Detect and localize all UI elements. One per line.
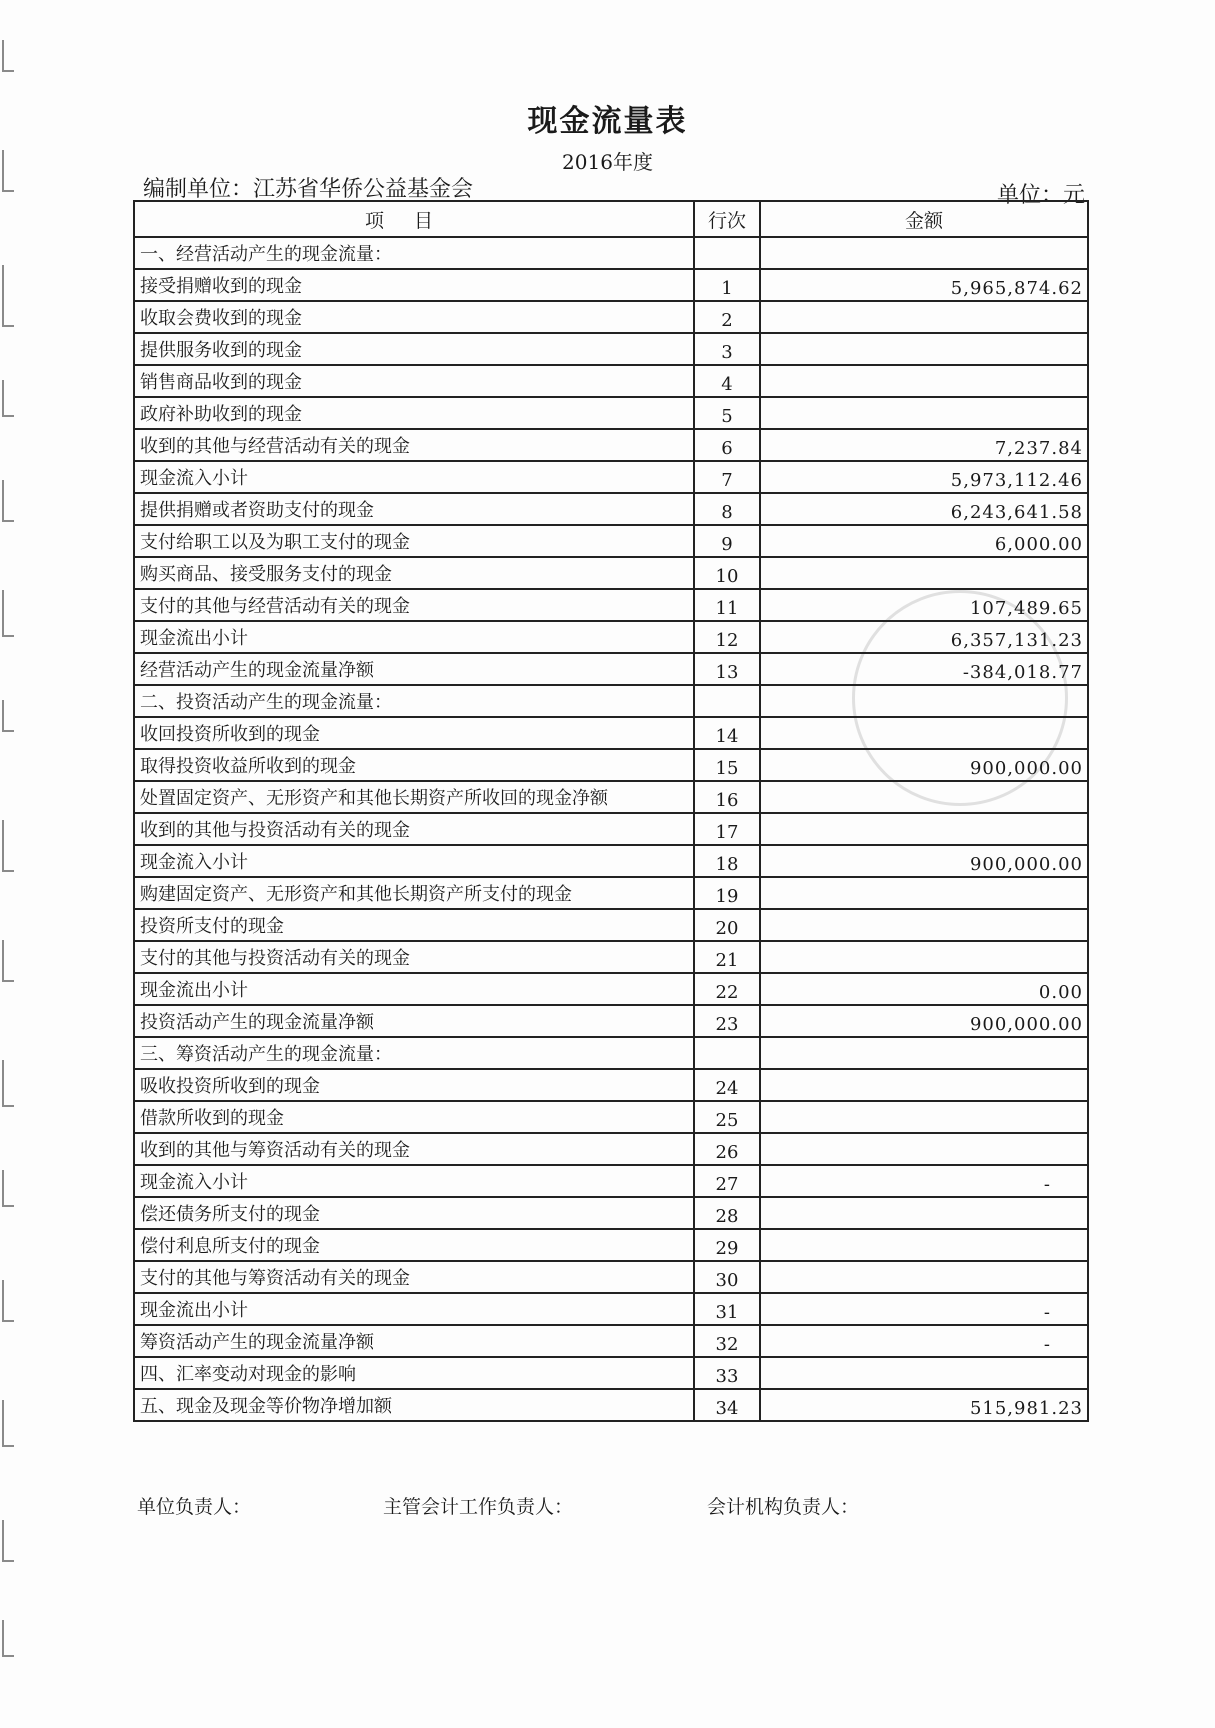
row-number: 2 [694,301,760,333]
table-row [134,1037,1088,1069]
table-row [134,1133,1088,1165]
table-row [134,493,1088,525]
row-number: 6 [694,429,760,461]
row-amount [760,333,1088,365]
row-amount [760,909,1088,941]
row-amount [760,237,1088,269]
row-amount: 900,000.00 [760,1005,1088,1037]
row-number: 23 [694,1005,760,1037]
table-header-row [134,201,1088,237]
table-row [134,269,1088,301]
row-number: 21 [694,941,760,973]
row-number: 24 [694,1069,760,1101]
row-number: 32 [694,1325,760,1357]
row-amount [760,941,1088,973]
row-number [694,1037,760,1069]
table-row [134,909,1088,941]
table-row [134,749,1088,781]
row-amount: - [760,1293,1088,1325]
row-number: 3 [694,333,760,365]
table-row [134,301,1088,333]
table-row [134,1229,1088,1261]
row-number: 4 [694,365,760,397]
row-item-label: 收取会费收到的现金 [134,301,694,333]
row-amount: 6,357,131.23 [760,621,1088,653]
row-item-label: 现金流入小计 [134,845,694,877]
header-amount: 金额 [760,201,1088,237]
row-number: 15 [694,749,760,781]
row-amount: 5,965,874.62 [760,269,1088,301]
row-item-label: 取得投资收益所收到的现金 [134,749,694,781]
row-number: 10 [694,557,760,589]
header-item: 项目 [134,201,694,237]
table-row [134,1197,1088,1229]
table-row [134,1261,1088,1293]
row-number: 11 [694,589,760,621]
row-amount [760,781,1088,813]
row-item-label: 经营活动产生的现金流量净额 [134,653,694,685]
row-amount [760,1101,1088,1133]
row-item-label: 支付给职工以及为职工支付的现金 [134,525,694,557]
row-number: 33 [694,1357,760,1389]
row-item-label: 提供服务收到的现金 [134,333,694,365]
header-row-no: 行次 [694,201,760,237]
row-number: 26 [694,1133,760,1165]
row-amount [760,877,1088,909]
footer-unit-head: 单位负责人： [137,1496,252,1518]
row-amount [760,1229,1088,1261]
row-item-label: 支付的其他与投资活动有关的现金 [134,941,694,973]
row-item-label: 吸收投资所收到的现金 [134,1069,694,1101]
row-item-label: 购买商品、接受服务支付的现金 [134,557,694,589]
row-item-label: 收到的其他与投资活动有关的现金 [134,813,694,845]
cash-flow-table-container [133,200,1087,1422]
row-number: 14 [694,717,760,749]
page-title: 现金流量表 [527,104,688,139]
row-amount: 6,000.00 [760,525,1088,557]
row-item-label: 投资所支付的现金 [134,909,694,941]
table-row [134,557,1088,589]
row-number: 13 [694,653,760,685]
row-number: 5 [694,397,760,429]
table-row [134,365,1088,397]
row-number: 20 [694,909,760,941]
unit-label: 单位：元 [996,183,1085,208]
row-item-label: 筹资活动产生的现金流量净额 [134,1325,694,1357]
row-amount: - [760,1325,1088,1357]
footer-agency-head: 会计机构负责人： [707,1496,860,1518]
table-row [134,717,1088,749]
table-row [134,429,1088,461]
row-amount [760,365,1088,397]
row-item-label: 偿付利息所支付的现金 [134,1229,694,1261]
row-amount [760,1037,1088,1069]
row-amount: - [760,1165,1088,1197]
table-row [134,621,1088,653]
row-amount: -384,018.77 [760,653,1088,685]
table-row [134,813,1088,845]
row-amount: 5,973,112.46 [760,461,1088,493]
row-amount [760,397,1088,429]
table-row [134,941,1088,973]
table-row [134,653,1088,685]
table-row [134,589,1088,621]
row-amount: 107,489.65 [760,589,1088,621]
row-number: 9 [694,525,760,557]
row-number: 8 [694,493,760,525]
table-row [134,1293,1088,1325]
table-row [134,1101,1088,1133]
table-row [134,973,1088,1005]
row-number: 22 [694,973,760,1005]
row-number: 27 [694,1165,760,1197]
row-item-label: 现金流入小计 [134,1165,694,1197]
row-amount [760,813,1088,845]
row-number: 1 [694,269,760,301]
table-row [134,1357,1088,1389]
row-item-label: 销售商品收到的现金 [134,365,694,397]
row-amount [760,557,1088,589]
row-number: 16 [694,781,760,813]
row-item-label: 偿还债务所支付的现金 [134,1197,694,1229]
table-row [134,845,1088,877]
row-amount [760,1357,1088,1389]
table-row [134,397,1088,429]
row-item-label: 现金流入小计 [134,461,694,493]
table-row [134,1165,1088,1197]
table-row [134,525,1088,557]
row-number [694,685,760,717]
org-label: 编制单位：江苏省华侨公益基金会 [143,177,474,202]
table-row [134,1325,1088,1357]
row-item-label: 支付的其他与经营活动有关的现金 [134,589,694,621]
row-amount [760,1197,1088,1229]
table-row [134,237,1088,269]
row-number: 12 [694,621,760,653]
cash-flow-table [133,200,1089,1422]
row-item-label: 收到的其他与经营活动有关的现金 [134,429,694,461]
row-item-label: 现金流出小计 [134,1293,694,1325]
row-amount [760,1261,1088,1293]
row-item-label: 一、经营活动产生的现金流量： [134,237,694,269]
table-row [134,877,1088,909]
row-amount: 900,000.00 [760,845,1088,877]
row-item-label: 五、现金及现金等价物净增加额 [134,1389,694,1421]
row-item-label: 提供捐赠或者资助支付的现金 [134,493,694,525]
row-item-label: 支付的其他与筹资活动有关的现金 [134,1261,694,1293]
table-row [134,781,1088,813]
row-item-label: 收到的其他与筹资活动有关的现金 [134,1133,694,1165]
row-number: 31 [694,1293,760,1325]
row-item-label: 二、投资活动产生的现金流量： [134,685,694,717]
row-item-label: 现金流出小计 [134,621,694,653]
row-number [694,237,760,269]
row-number: 17 [694,813,760,845]
row-amount: 7,237.84 [760,429,1088,461]
table-row [134,1389,1088,1421]
row-amount: 515,981.23 [760,1389,1088,1421]
row-item-label: 政府补助收到的现金 [134,397,694,429]
table-row [134,1069,1088,1101]
row-number: 30 [694,1261,760,1293]
row-item-label: 接受捐赠收到的现金 [134,269,694,301]
row-amount [760,717,1088,749]
row-item-label: 四、汇率变动对现金的影响 [134,1357,694,1389]
binding-margin [0,0,22,1728]
table-row [134,461,1088,493]
row-number: 28 [694,1197,760,1229]
row-number: 18 [694,845,760,877]
row-amount [760,301,1088,333]
table-row [134,1005,1088,1037]
row-amount: 6,243,641.58 [760,493,1088,525]
row-item-label: 投资活动产生的现金流量净额 [134,1005,694,1037]
row-number: 29 [694,1229,760,1261]
table-row [134,333,1088,365]
row-number: 7 [694,461,760,493]
row-item-label: 借款所收到的现金 [134,1101,694,1133]
table-row [134,685,1088,717]
row-amount: 0.00 [760,973,1088,1005]
row-item-label: 三、筹资活动产生的现金流量： [134,1037,694,1069]
row-amount [760,685,1088,717]
report-year: 2016年度 [562,150,653,174]
row-number: 34 [694,1389,760,1421]
row-number: 19 [694,877,760,909]
row-item-label: 现金流出小计 [134,973,694,1005]
row-item-label: 处置固定资产、无形资产和其他长期资产所收回的现金净额 [134,781,694,813]
footer-accounting-head: 主管会计工作负责人： [383,1496,574,1518]
row-amount [760,1133,1088,1165]
row-amount [760,1069,1088,1101]
row-item-label: 购建固定资产、无形资产和其他长期资产所支付的现金 [134,877,694,909]
row-number: 25 [694,1101,760,1133]
row-item-label: 收回投资所收到的现金 [134,717,694,749]
row-amount: 900,000.00 [760,749,1088,781]
